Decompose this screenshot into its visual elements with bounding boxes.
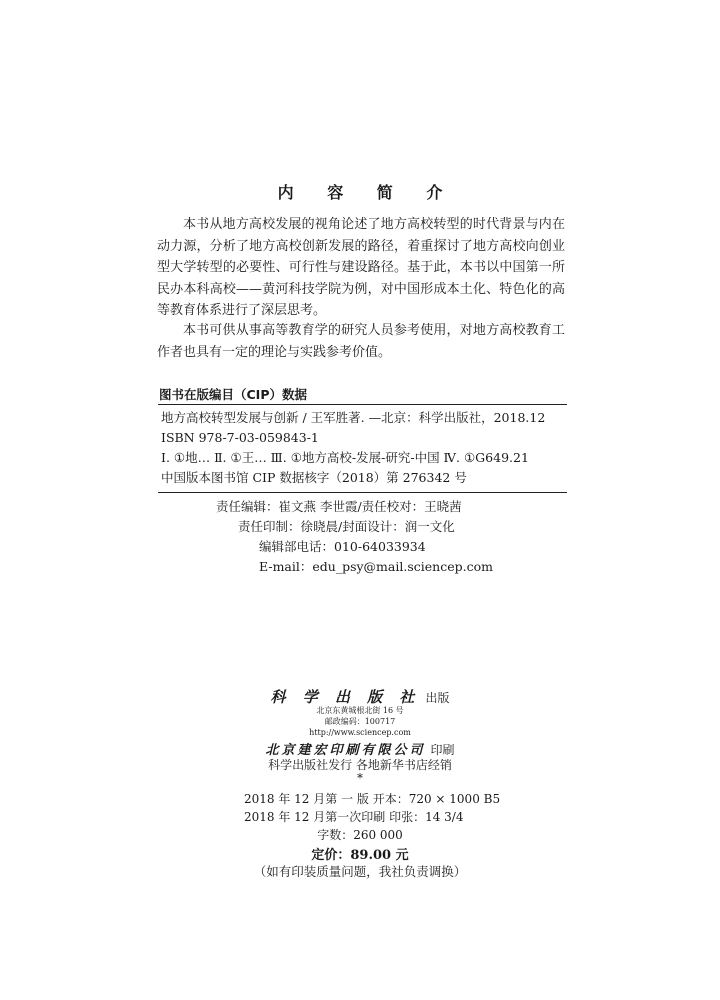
credit-email: E-mail：edu_psy@mail.sciencep.com xyxy=(259,559,493,574)
printing-info: 2018 年 12 月第一次印刷 印张：14 3/4 xyxy=(244,810,464,824)
summary-paragraph-2: 本书可供从事高等教育学的研究人员参考使用，对地方高校教育工作者也具有一定的理论与实践参考价值。 xyxy=(157,323,565,360)
publisher-name: 科 学 出 版 社 xyxy=(270,688,421,706)
publisher-postcode: 邮政编码：100717 xyxy=(324,717,396,726)
cip-bottom-rule xyxy=(158,492,567,493)
publisher-website: http://www.sciencep.com xyxy=(309,728,411,737)
publisher-address: 北京东黄城根北街 16 号 xyxy=(316,706,404,715)
credit-editors: 责任编辑：崔文燕 李世霞/责任校对：王晓茜 xyxy=(216,499,462,514)
cip-heading: 图书在版编目（CIP）数据 xyxy=(159,387,307,402)
distribution: 科学出版社发行 各地新华书店经销 xyxy=(268,758,452,772)
cip-line-record: 中国版本图书馆 CIP 数据核字（2018）第 276342 号 xyxy=(161,470,467,485)
cip-line-classification: Ⅰ. ①地… Ⅱ. ①王… Ⅲ. ①地方高校-发展-研究-中国 Ⅳ. ①G649.21 xyxy=(161,450,529,465)
cip-line-title: 地方高校转型发展与创新 / 王军胜著. —北京：科学出版社，2018.12 xyxy=(161,410,546,425)
printer-suffix: 印刷 xyxy=(430,743,455,757)
cip-top-rule xyxy=(158,404,567,405)
credit-print-design: 责任印制：徐晓晨/封面设计：润一文化 xyxy=(238,519,455,534)
printer-name: 北京建宏印刷有限公司 xyxy=(265,743,426,758)
price: 定价：89.00 元 xyxy=(311,848,409,863)
separator-star: * xyxy=(357,771,363,785)
cip-line-isbn: ISBN 978-7-03-059843-1 xyxy=(161,430,319,445)
word-count: 字数：260 000 xyxy=(317,828,403,842)
publisher-line xyxy=(0,686,720,707)
quality-notice: （如有印装质量问题，我社负责调换） xyxy=(253,864,467,879)
edition-info: 2018 年 12 月第 一 版 开本：720 × 1000 B5 xyxy=(244,792,501,806)
summary-paragraph-1: 本书从地方高校发展的视角论述了地方高校转型的时代背景与内在动力源，分析了地方高校创新发展的路径，着重探讨了地方高校向创业型大学转型的必要性、可行性与建设路径。基于此，本书以中国第一所民办本科高校——黄河科技学院为例，对中国形成本土化、特色化的高等教育体系进行了深层思考。 xyxy=(157,217,565,318)
summary-title: 内 容 简 介 xyxy=(277,183,457,202)
credit-phone: 编辑部电话：010-64033934 xyxy=(259,539,426,554)
publisher-suffix: 出版 xyxy=(425,691,450,705)
